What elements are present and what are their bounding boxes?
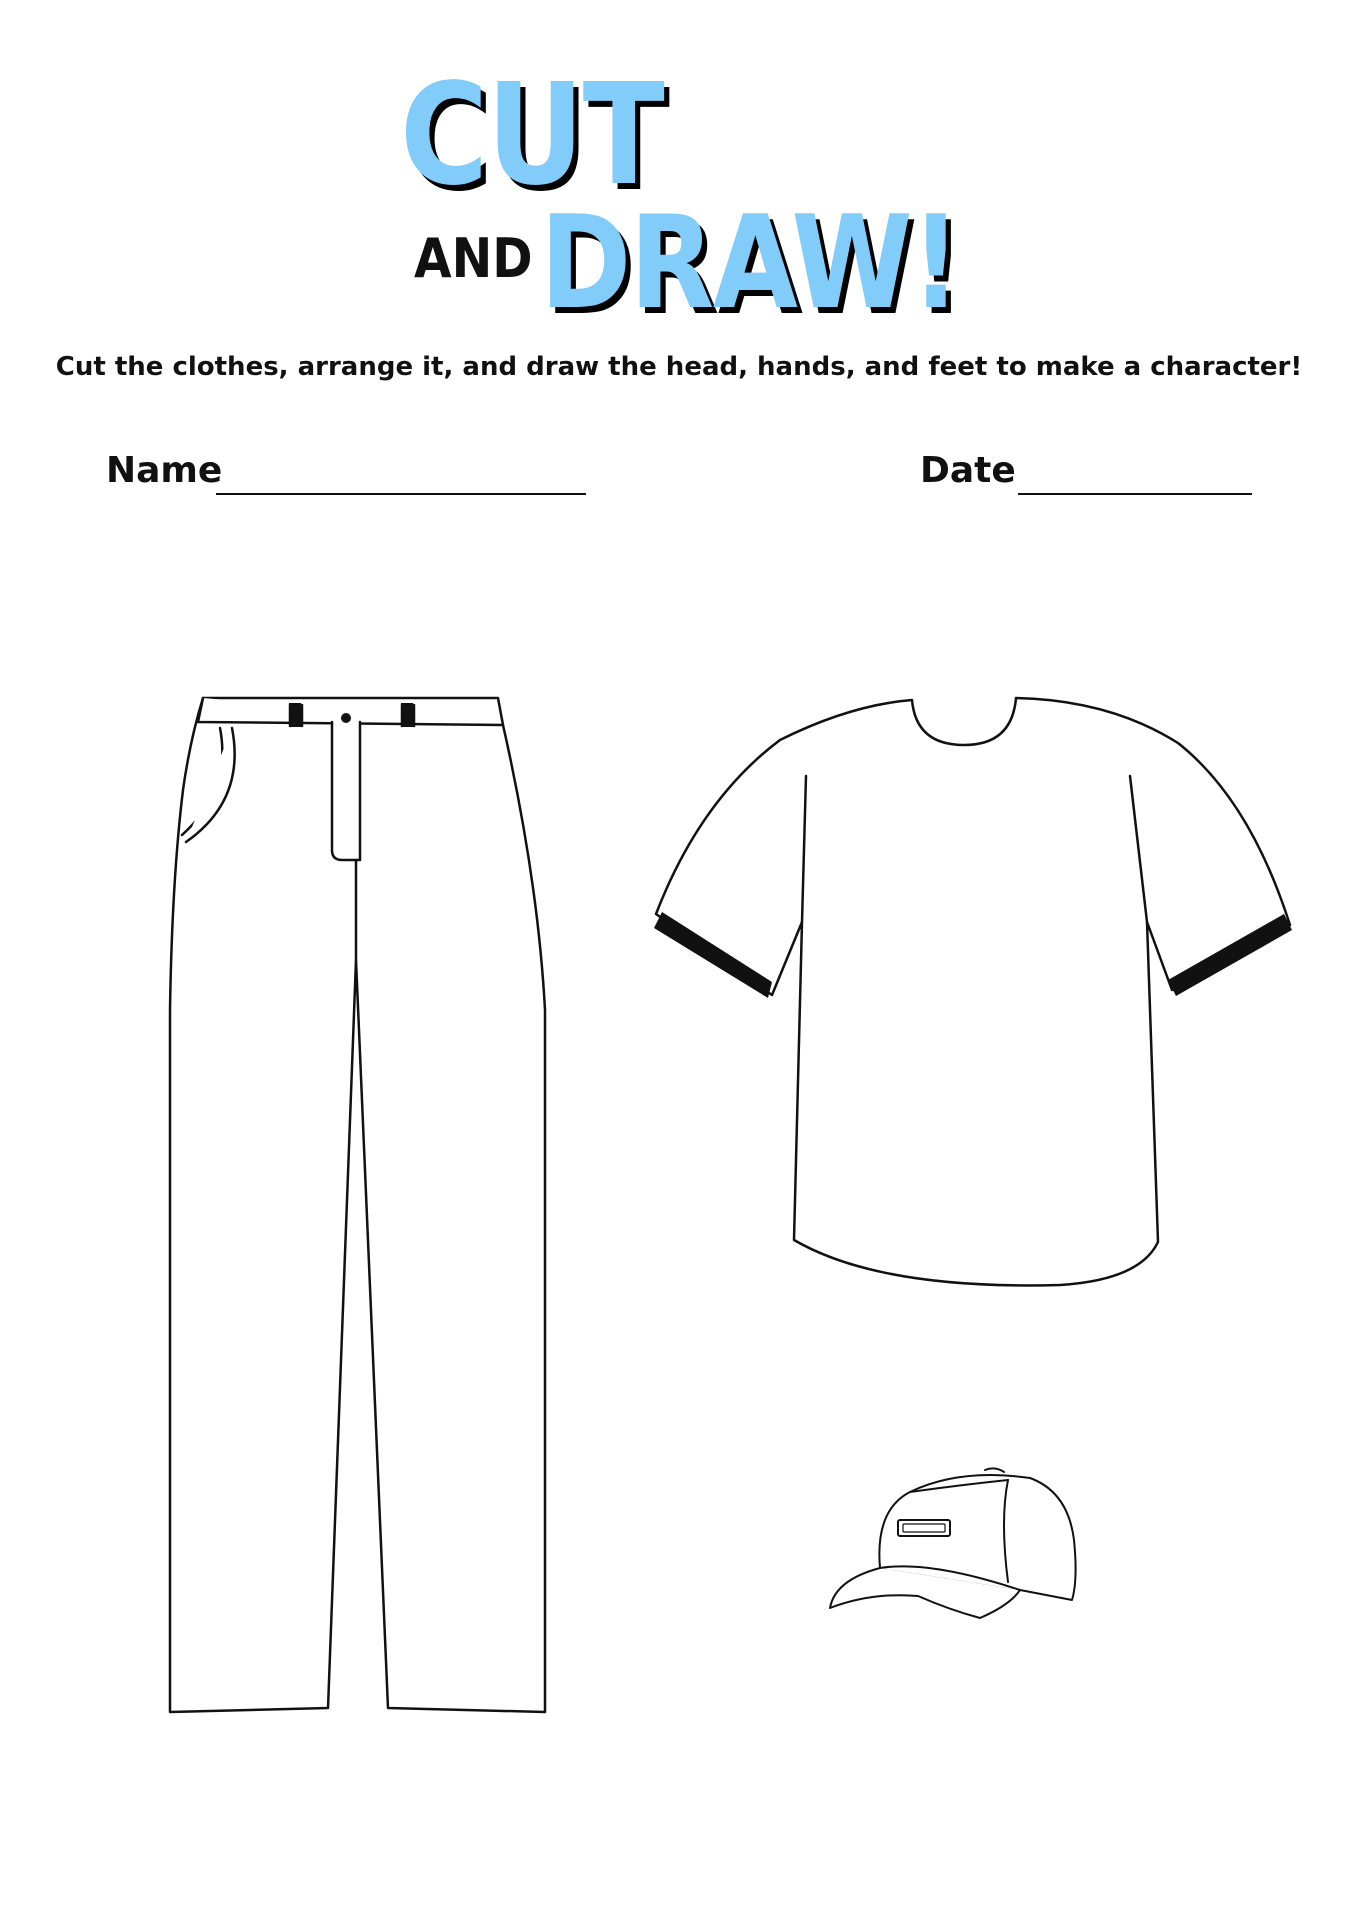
- title-draw: DRAW!: [540, 189, 960, 338]
- date-line[interactable]: [1018, 493, 1252, 495]
- title-and: AND: [414, 227, 533, 290]
- pants-button: [341, 713, 351, 723]
- belt-loop: [289, 703, 301, 727]
- instructions-text: Cut the clothes, arrange it, and draw the head, hands, and feet to make a character!: [55, 352, 1303, 382]
- belt-loop: [401, 703, 413, 727]
- tshirt-illustration: [650, 690, 1300, 1290]
- name-line[interactable]: [216, 493, 586, 495]
- title-cut: CUT: [400, 54, 664, 217]
- pants-illustration: [160, 690, 560, 1720]
- cap-illustration: [820, 1460, 1090, 1620]
- name-label: Name: [106, 450, 223, 491]
- date-label: Date: [920, 450, 1016, 491]
